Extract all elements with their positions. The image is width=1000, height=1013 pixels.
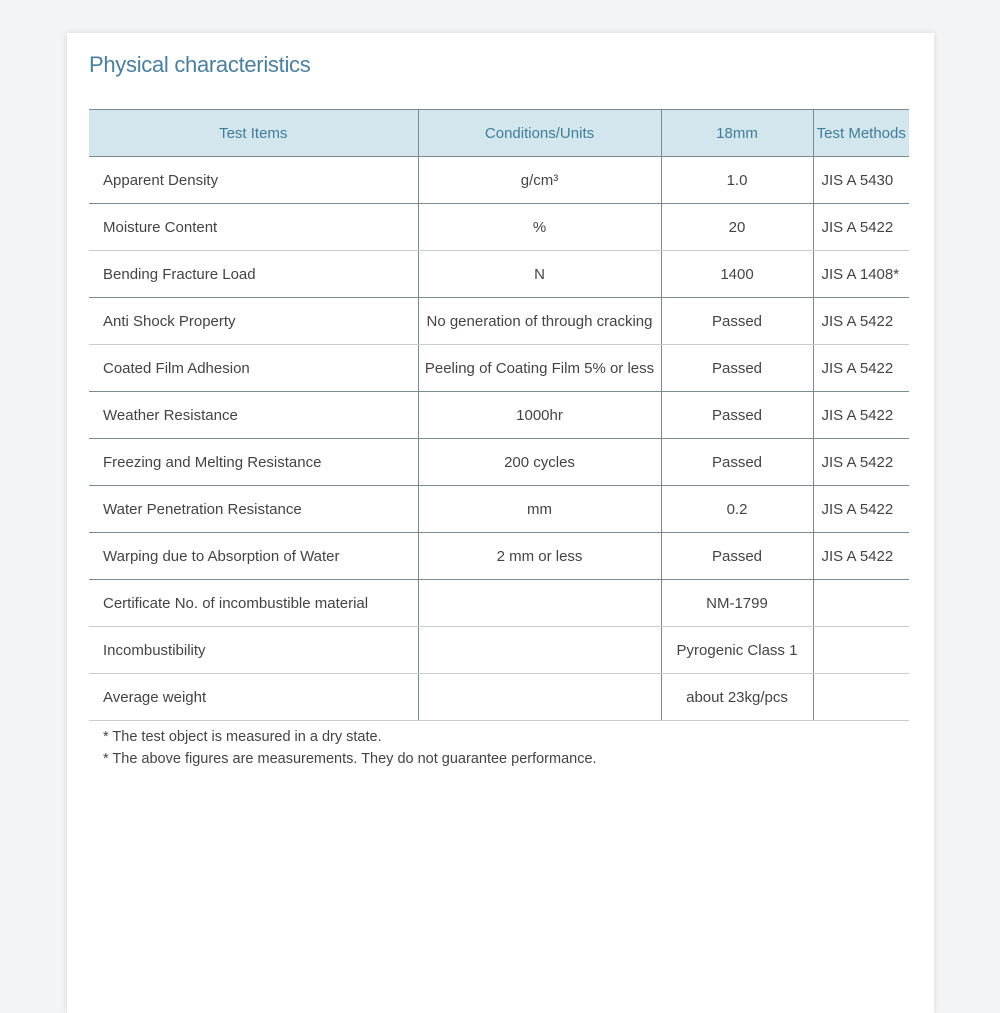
cell-method [813,674,909,721]
table-row [89,627,909,674]
cell-value: Passed [661,392,813,439]
cell-value: Passed [661,533,813,580]
cell-value: about 23kg/pcs [661,674,813,721]
cell-conditions: mm [418,486,661,533]
cell-method: JIS A 1408* [813,251,909,298]
table-row [89,204,909,251]
cell-value: Pyrogenic Class 1 [661,627,813,674]
header-18mm: 18mm [661,110,813,157]
cell-method [813,580,909,627]
cell-item: Anti Shock Property [89,298,418,345]
cell-item: Apparent Density [89,157,418,204]
cell-item: Water Penetration Resistance [89,486,418,533]
cell-value: Passed [661,345,813,392]
footnote-dry-state: * The test object is measured in a dry state. [103,729,382,745]
cell-conditions: No generation of through cracking [418,298,661,345]
table-row [89,345,909,392]
cell-conditions [418,627,661,674]
cell-item: Bending Fracture Load [89,251,418,298]
table-row [89,533,909,580]
cell-method: JIS A 5422 [813,533,909,580]
cell-method: JIS A 5422 [813,392,909,439]
footnote-measurements: * The above figures are measurements. They do not guarantee performance. [103,751,597,767]
table-row [89,674,909,721]
cell-method: JIS A 5430 [813,157,909,204]
table-header-row [89,110,909,157]
cell-value: NM-1799 [661,580,813,627]
spec-card [67,33,934,1013]
cell-method: JIS A 5422 [813,204,909,251]
cell-item: Freezing and Melting Resistance [89,439,418,486]
table-row [89,298,909,345]
cell-conditions [418,674,661,721]
cell-value: 1.0 [661,157,813,204]
header-conditions-units: Conditions/Units [418,110,661,157]
cell-method: JIS A 5422 [813,345,909,392]
cell-value: Passed [661,298,813,345]
cell-conditions: N [418,251,661,298]
cell-conditions: 200 cycles [418,439,661,486]
cell-method: JIS A 5422 [813,298,909,345]
table-row [89,157,909,204]
table-row [89,486,909,533]
page-title: Physical characteristics [89,52,311,77]
cell-conditions: g/cm³ [418,157,661,204]
cell-conditions: 2 mm or less [418,533,661,580]
cell-conditions [418,580,661,627]
cell-item: Average weight [89,674,418,721]
cell-item: Certificate No. of incombustible material [89,580,418,627]
cell-value: 0.2 [661,486,813,533]
table-row [89,439,909,486]
footnotes [103,726,597,770]
cell-item: Moisture Content [89,204,418,251]
table-row [89,251,909,298]
cell-item: Warping due to Absorption of Water [89,533,418,580]
cell-conditions: 1000hr [418,392,661,439]
table-row [89,580,909,627]
spec-table [89,109,909,721]
cell-conditions: Peeling of Coating Film 5% or less [418,345,661,392]
header-test-items: Test Items [89,110,418,157]
cell-value: 20 [661,204,813,251]
table-row [89,392,909,439]
cell-value: Passed [661,439,813,486]
cell-conditions: % [418,204,661,251]
cell-method [813,627,909,674]
cell-method: JIS A 5422 [813,486,909,533]
cell-method: JIS A 5422 [813,439,909,486]
header-test-methods: Test Methods [813,110,909,157]
cell-value: 1400 [661,251,813,298]
cell-item: Weather Resistance [89,392,418,439]
cell-item: Coated Film Adhesion [89,345,418,392]
cell-item: Incombustibility [89,627,418,674]
